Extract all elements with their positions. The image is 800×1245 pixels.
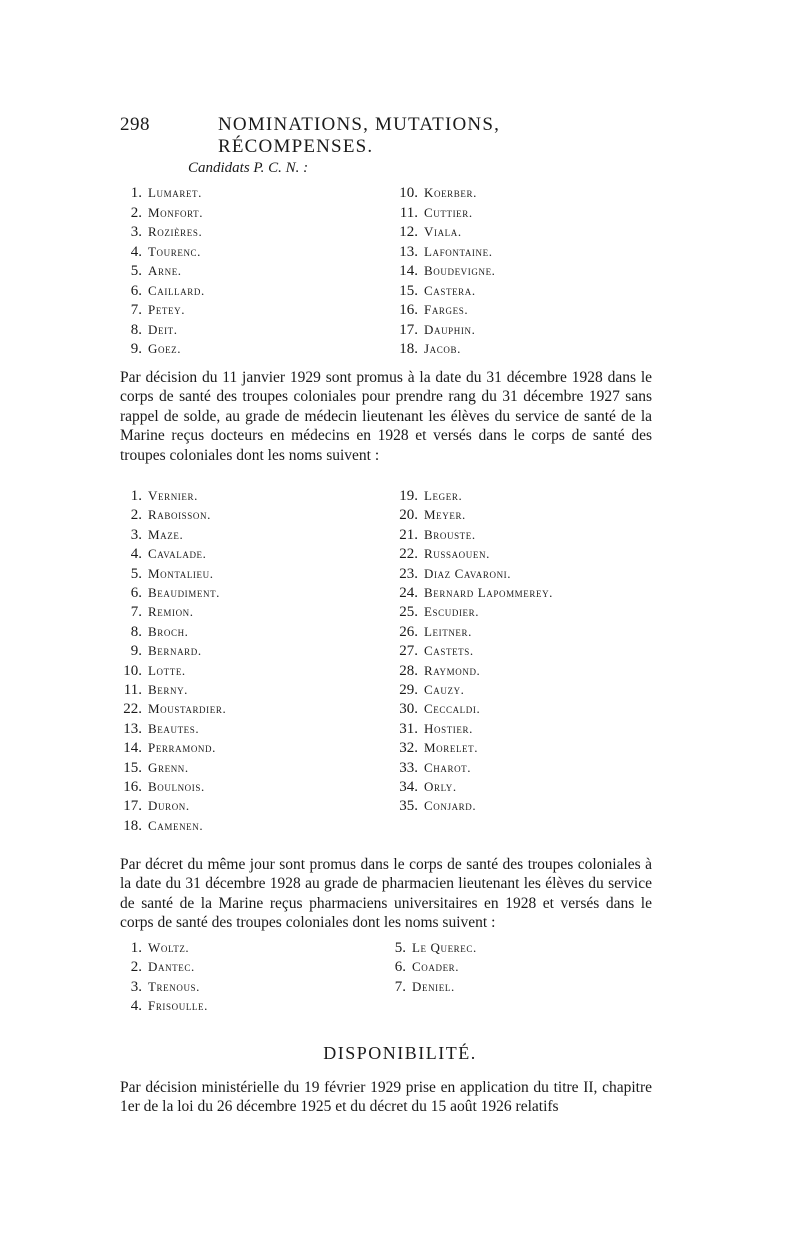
item-number: 26. xyxy=(399,623,418,640)
item-number: 8. xyxy=(130,623,142,640)
paragraph-decret: Par décret du même jour sont promus dans le corps de santé des troupes coloniales à la date du 31 décembre 1928 au grade de pharmacien lieutenant les élèves du service de santé de la Marine reçus pharmaciens universitaires en 1928 et versés dans le corps de santé des troupes coloniales dont les noms suivent : xyxy=(120,856,652,932)
list-item xyxy=(388,281,476,300)
item-name: Conjard. xyxy=(424,798,477,814)
item-name: Morelet. xyxy=(424,740,479,756)
list-item xyxy=(388,203,473,222)
item-name: Lafontaine. xyxy=(424,243,493,259)
item-name: Monfort. xyxy=(148,204,204,220)
item-number: 15. xyxy=(123,759,142,776)
list-item xyxy=(112,505,211,524)
item-number: 1. xyxy=(130,488,142,504)
item-name: Perramond. xyxy=(148,740,216,756)
item-number: 5. xyxy=(394,940,406,956)
item-number: 5. xyxy=(130,565,142,582)
candidats-heading: Candidats P. C. N. : xyxy=(188,160,309,176)
item-number: 6. xyxy=(130,282,142,299)
item-name: Dantec. xyxy=(148,959,195,975)
list-item xyxy=(388,583,553,602)
list-item xyxy=(112,261,182,280)
list-item xyxy=(112,203,203,222)
list-item xyxy=(112,796,190,815)
item-number: 18. xyxy=(399,341,418,357)
list-item xyxy=(388,777,457,796)
list-item xyxy=(112,281,205,300)
item-name: Montalieu. xyxy=(148,565,214,581)
item-number: 15. xyxy=(399,282,418,299)
item-name: Raymond. xyxy=(424,662,481,678)
item-name: Camenen. xyxy=(148,817,204,833)
item-number: 3. xyxy=(130,526,142,543)
item-number: 7. xyxy=(394,978,406,995)
list-item xyxy=(376,938,477,957)
list-item xyxy=(112,661,186,680)
list-item xyxy=(112,486,198,505)
list-item xyxy=(112,777,205,796)
list-item xyxy=(112,525,183,544)
item-number: 16. xyxy=(399,302,418,318)
item-name: Cuttier. xyxy=(424,204,473,220)
item-name: Castera. xyxy=(424,282,476,298)
list-item xyxy=(112,977,200,996)
page-number: 298 xyxy=(120,114,150,135)
item-name: Diaz Cavaroni. xyxy=(424,565,512,581)
item-number: 13. xyxy=(123,720,142,737)
item-name: Meyer. xyxy=(424,507,466,523)
list-item xyxy=(112,699,226,718)
item-number: 22. xyxy=(399,546,418,563)
item-number: 4. xyxy=(130,243,142,260)
item-name: Coader. xyxy=(412,959,460,975)
item-number: 6. xyxy=(394,959,406,976)
item-name: Escudier. xyxy=(424,604,480,620)
item-name: Berny. xyxy=(148,682,189,697)
item-name: Maze. xyxy=(148,526,184,542)
item-name: Boudevigne. xyxy=(424,263,496,278)
list-item xyxy=(112,583,220,602)
item-name: Petey. xyxy=(148,302,186,317)
list-item xyxy=(388,544,490,563)
list-item xyxy=(112,183,202,202)
list-item xyxy=(388,680,465,699)
item-number: 9. xyxy=(130,341,142,357)
item-number: 1. xyxy=(130,940,142,956)
list-item xyxy=(388,699,480,718)
list-item xyxy=(388,622,472,641)
item-name: Le Querec. xyxy=(412,940,477,955)
item-name: Woltz. xyxy=(148,940,190,955)
item-name: Caillard. xyxy=(148,282,205,298)
item-number: 12. xyxy=(399,224,418,240)
item-name: Beaudiment. xyxy=(148,585,221,600)
item-number: 7. xyxy=(130,604,142,621)
item-name: Duron. xyxy=(148,798,190,814)
item-number: 31. xyxy=(399,720,418,737)
page-header xyxy=(120,114,590,157)
list-item xyxy=(388,339,461,358)
list-item xyxy=(112,622,189,641)
list-item xyxy=(388,525,476,544)
item-number: 3. xyxy=(130,978,142,995)
item-number: 6. xyxy=(130,585,142,601)
item-name: Arne. xyxy=(148,263,182,278)
item-number: 13. xyxy=(399,243,418,260)
item-number: 20. xyxy=(399,507,418,524)
item-number: 5. xyxy=(130,263,142,279)
item-number: 8. xyxy=(130,321,142,338)
list-item xyxy=(112,320,178,339)
list-item xyxy=(388,242,493,261)
item-name: Goez. xyxy=(148,341,182,356)
item-name: Broch. xyxy=(148,623,189,639)
item-name: Jacob. xyxy=(424,341,461,356)
item-number: 2. xyxy=(130,507,142,524)
item-name: Farges. xyxy=(424,302,469,317)
paragraph-decision: Par décision du 11 janvier 1929 sont promus à la date du 31 décembre 1928 dans le corps de santé des troupes coloniales pour prendre rang du 31 décembre 1927 sans rappel de solde, au grade de médecin lieutenant les élèves du service de santé de la Marine reçus docteurs en médecins en 1928 et versés dans le corps de santé des troupes coloniales dont les noms suivent : xyxy=(120,369,652,464)
list-item xyxy=(112,938,189,957)
item-name: Castets. xyxy=(424,643,474,659)
list-item xyxy=(388,641,474,660)
item-name: Lumaret. xyxy=(148,185,202,200)
item-number: 28. xyxy=(399,662,418,679)
list-item xyxy=(388,758,471,777)
item-number: 30. xyxy=(399,701,418,718)
item-number: 10. xyxy=(399,185,418,201)
list-item xyxy=(112,242,201,261)
item-name: Russaouen. xyxy=(424,546,490,562)
list-item xyxy=(112,602,194,621)
item-name: Boulnois. xyxy=(148,779,205,794)
item-number: 4. xyxy=(130,546,142,563)
item-number: 17. xyxy=(123,798,142,815)
item-name: Remion. xyxy=(148,604,194,620)
item-number: 33. xyxy=(399,759,418,776)
item-number: 16. xyxy=(123,779,142,795)
item-name: Leitner. xyxy=(424,623,472,639)
item-name: Dauphin. xyxy=(424,321,476,337)
list-item xyxy=(376,977,455,996)
item-number: 21. xyxy=(399,526,418,543)
list-item xyxy=(376,957,459,976)
item-name: Bernard. xyxy=(148,643,202,659)
list-item xyxy=(112,641,202,660)
list-item xyxy=(112,719,199,738)
list-item xyxy=(388,564,511,583)
item-number: 23. xyxy=(399,565,418,582)
item-number: 2. xyxy=(130,959,142,976)
item-name: Hostier. xyxy=(424,720,473,736)
item-name: Koerber. xyxy=(424,185,477,200)
item-name: Beautes. xyxy=(148,720,200,736)
list-item xyxy=(388,602,479,621)
item-number: 14. xyxy=(399,263,418,279)
item-name: Viala. xyxy=(424,224,462,239)
list-item xyxy=(112,544,207,563)
item-name: Frisoulle. xyxy=(148,998,208,1014)
list-item xyxy=(112,300,185,319)
item-number: 10. xyxy=(123,662,142,679)
list-item xyxy=(388,796,476,815)
item-name: Brouste. xyxy=(424,526,476,542)
item-number: 29. xyxy=(399,682,418,698)
item-name: Rozières. xyxy=(148,224,203,239)
list-item xyxy=(112,339,181,358)
section-title: DISPONIBILITÉ. xyxy=(323,1043,477,1063)
list-item xyxy=(388,183,477,202)
item-name: Tourenc. xyxy=(148,243,201,259)
item-number: 7. xyxy=(130,302,142,318)
list-item xyxy=(112,680,188,699)
running-head: NOMINATIONS, MUTATIONS, RÉCOMPENSES. xyxy=(218,114,501,157)
list-item xyxy=(388,738,478,757)
item-name: Grenn. xyxy=(148,759,189,775)
list-item xyxy=(388,719,473,738)
list-item xyxy=(112,816,203,835)
item-number: 9. xyxy=(130,643,142,660)
list-item xyxy=(388,505,466,524)
item-number: 2. xyxy=(130,204,142,221)
item-name: Cavalade. xyxy=(148,546,207,562)
item-name: Deit. xyxy=(148,321,178,337)
item-number: 11. xyxy=(123,682,142,698)
list-item xyxy=(112,996,208,1015)
item-name: Charot. xyxy=(424,759,472,775)
list-item xyxy=(112,222,202,241)
item-number: 14. xyxy=(123,740,142,757)
item-name: Cauzy. xyxy=(424,682,465,697)
item-name: Vernier. xyxy=(148,488,198,503)
item-number: 11. xyxy=(399,204,418,221)
item-name: Leger. xyxy=(424,488,463,503)
item-number: 18. xyxy=(123,817,142,834)
paragraph-disponibilite: Par décision ministérielle du 19 février 1929 prise en application du titre II, chapitre 1er de la loi du 26 décembre 1925 et du décret du 15 août 1926 relatifs xyxy=(120,1079,652,1116)
item-number: 22. xyxy=(123,701,142,718)
list-item xyxy=(388,486,462,505)
item-number: 17. xyxy=(399,321,418,338)
list-item xyxy=(388,261,496,280)
item-number: 25. xyxy=(399,604,418,621)
list-item xyxy=(112,957,195,976)
item-number: 32. xyxy=(399,740,418,757)
item-number: 4. xyxy=(130,998,142,1015)
item-number: 27. xyxy=(399,643,418,660)
item-number: 35. xyxy=(399,798,418,815)
item-number: 34. xyxy=(399,779,418,795)
item-name: Moustardier. xyxy=(148,701,227,717)
list-item xyxy=(112,758,189,777)
item-name: Lotte. xyxy=(148,662,186,678)
item-name: Bernard Lapommerey. xyxy=(424,585,554,600)
item-number: 1. xyxy=(130,185,142,201)
list-item xyxy=(388,300,468,319)
list-item xyxy=(112,564,214,583)
list-item xyxy=(388,320,475,339)
item-number: 19. xyxy=(399,488,418,504)
item-name: Trenous. xyxy=(148,978,200,994)
item-name: Ceccaldi. xyxy=(424,701,481,717)
item-name: Raboisson. xyxy=(148,507,211,523)
item-number: 24. xyxy=(399,585,418,601)
list-item xyxy=(388,222,462,241)
list-item xyxy=(112,738,216,757)
list-item xyxy=(388,661,480,680)
item-name: Orly. xyxy=(424,779,457,794)
item-number: 3. xyxy=(130,224,142,240)
item-name: Deniel. xyxy=(412,978,455,994)
